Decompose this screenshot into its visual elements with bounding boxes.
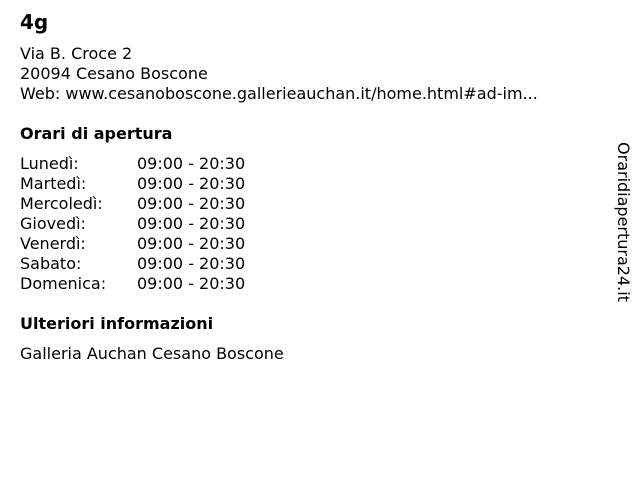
- day-label: Sabato:: [20, 254, 82, 273]
- opening-hours-table: [20, 154, 245, 294]
- day-label: Domenica:: [20, 274, 107, 293]
- time-range: 09:00 - 20:30: [137, 274, 246, 293]
- hours-row-monday: [20, 154, 245, 174]
- opening-hours-heading: Orari di apertura: [20, 124, 173, 143]
- day-label: Martedì:: [20, 174, 87, 193]
- time-range: 09:00 - 20:30: [137, 174, 246, 193]
- page-title: 4g: [20, 10, 49, 34]
- website-link[interactable]: Web: www.cesanoboscone.gallerieauchan.it/home.html#ad-im...: [20, 84, 538, 103]
- time-range: 09:00 - 20:30: [137, 154, 246, 173]
- day-label: Venerdì:: [20, 234, 86, 253]
- more-info-heading: Ulteriori informazioni: [20, 314, 214, 333]
- address-city: 20094 Cesano Boscone: [20, 64, 208, 83]
- day-label: Lunedì:: [20, 154, 79, 173]
- hours-row-saturday: [20, 254, 245, 274]
- hours-row-wednesday: [20, 194, 245, 214]
- address-block: [20, 44, 538, 104]
- day-label: Giovedì:: [20, 214, 86, 233]
- address-street: Via B. Croce 2: [20, 44, 133, 63]
- hours-row-tuesday: [20, 174, 245, 194]
- time-range: 09:00 - 20:30: [137, 194, 246, 213]
- time-range: 09:00 - 20:30: [137, 234, 246, 253]
- time-range: 09:00 - 20:30: [137, 214, 246, 233]
- hours-row-thursday: [20, 214, 245, 234]
- site-watermark: Oraridiapertura24.it: [614, 142, 633, 302]
- hours-row-sunday: [20, 274, 245, 294]
- day-label: Mercoledì:: [20, 194, 103, 213]
- hours-row-friday: [20, 234, 245, 254]
- time-range: 09:00 - 20:30: [137, 254, 246, 273]
- more-info-text: Galleria Auchan Cesano Boscone: [20, 344, 284, 363]
